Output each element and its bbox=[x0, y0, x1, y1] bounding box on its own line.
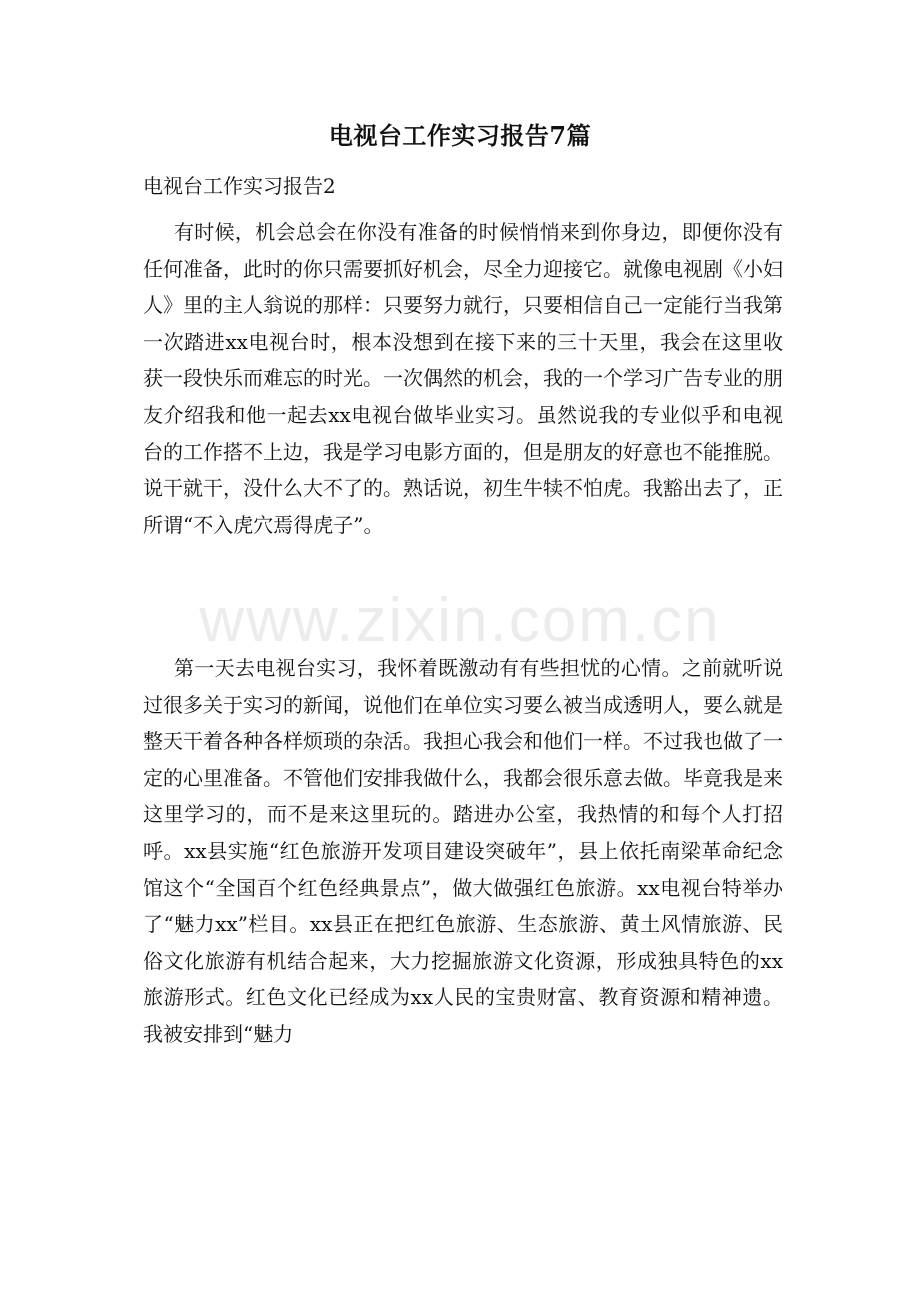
document-title: 电视台工作实习报告7篇 bbox=[328, 121, 592, 150]
watermark: www.zixin.com.cn bbox=[199, 586, 721, 655]
paragraph-2-container bbox=[143, 650, 783, 1053]
paragraph-1-container bbox=[143, 214, 783, 543]
paragraph-2: 第一天去电视台实习，我怀着既激动有有些担忧的心情。之前就听说过很多关于实习的新闻，说他们在单位实习要么被当成透明人，要么就是整天干着各种各样烦琐的杂活。我担心我会和他们一样。不过我也做了一定的心里准备。不管他们安排我做什么，我都会很乐意去做。毕竟我是来这里学习的，而不是来这里玩的。踏进办公室，我热情的和每个人打招呼。xx县实施“红色旅游开发项目建设突破年”，县上依托南梁革命纪念馆这个“全国百个红色经典景点”，做大做强红色旅游。xx电视台特举办了“魅力xx”栏目。xx县正在把红色旅游、生态旅游、黄土风情旅游、民俗文化旅游有机结合起来，大力挖掘旅游文化资源，形成独具特色的xx旅游形式。红色文化已经成为xx人民的宝贵财富、教育资源和精神遗。我被安排到“魅力 bbox=[143, 656, 783, 1046]
paragraph-1: 有时候，机会总会在你没有准备的时候悄悄来到你身边，即便你没有任何准备，此时的你只需要抓好机会，尽全力迎接它。就像电视剧《小妇人》里的主人翁说的那样：只要努力就行，只要相信自己一定能行当我第一次踏进xx电视台时，根本没想到在接下来的三十天里，我会在这里收获一段快乐而难忘的时光。一次偶然的机会，我的一个学习广告专业的朋友介绍我和他一起去xx电视台做毕业实习。虽然说我的专业似乎和电视台的工作搭不上边，我是学习电影方面的，但是朋友的好意也不能推脱。说干就干，没什么大不了的。熟话说，初生牛犊不怕虎。我豁出去了，正所谓“不入虎穴焉得虎子”。 bbox=[143, 220, 783, 537]
document-subtitle: 电视台工作实习报告2 bbox=[143, 174, 336, 198]
